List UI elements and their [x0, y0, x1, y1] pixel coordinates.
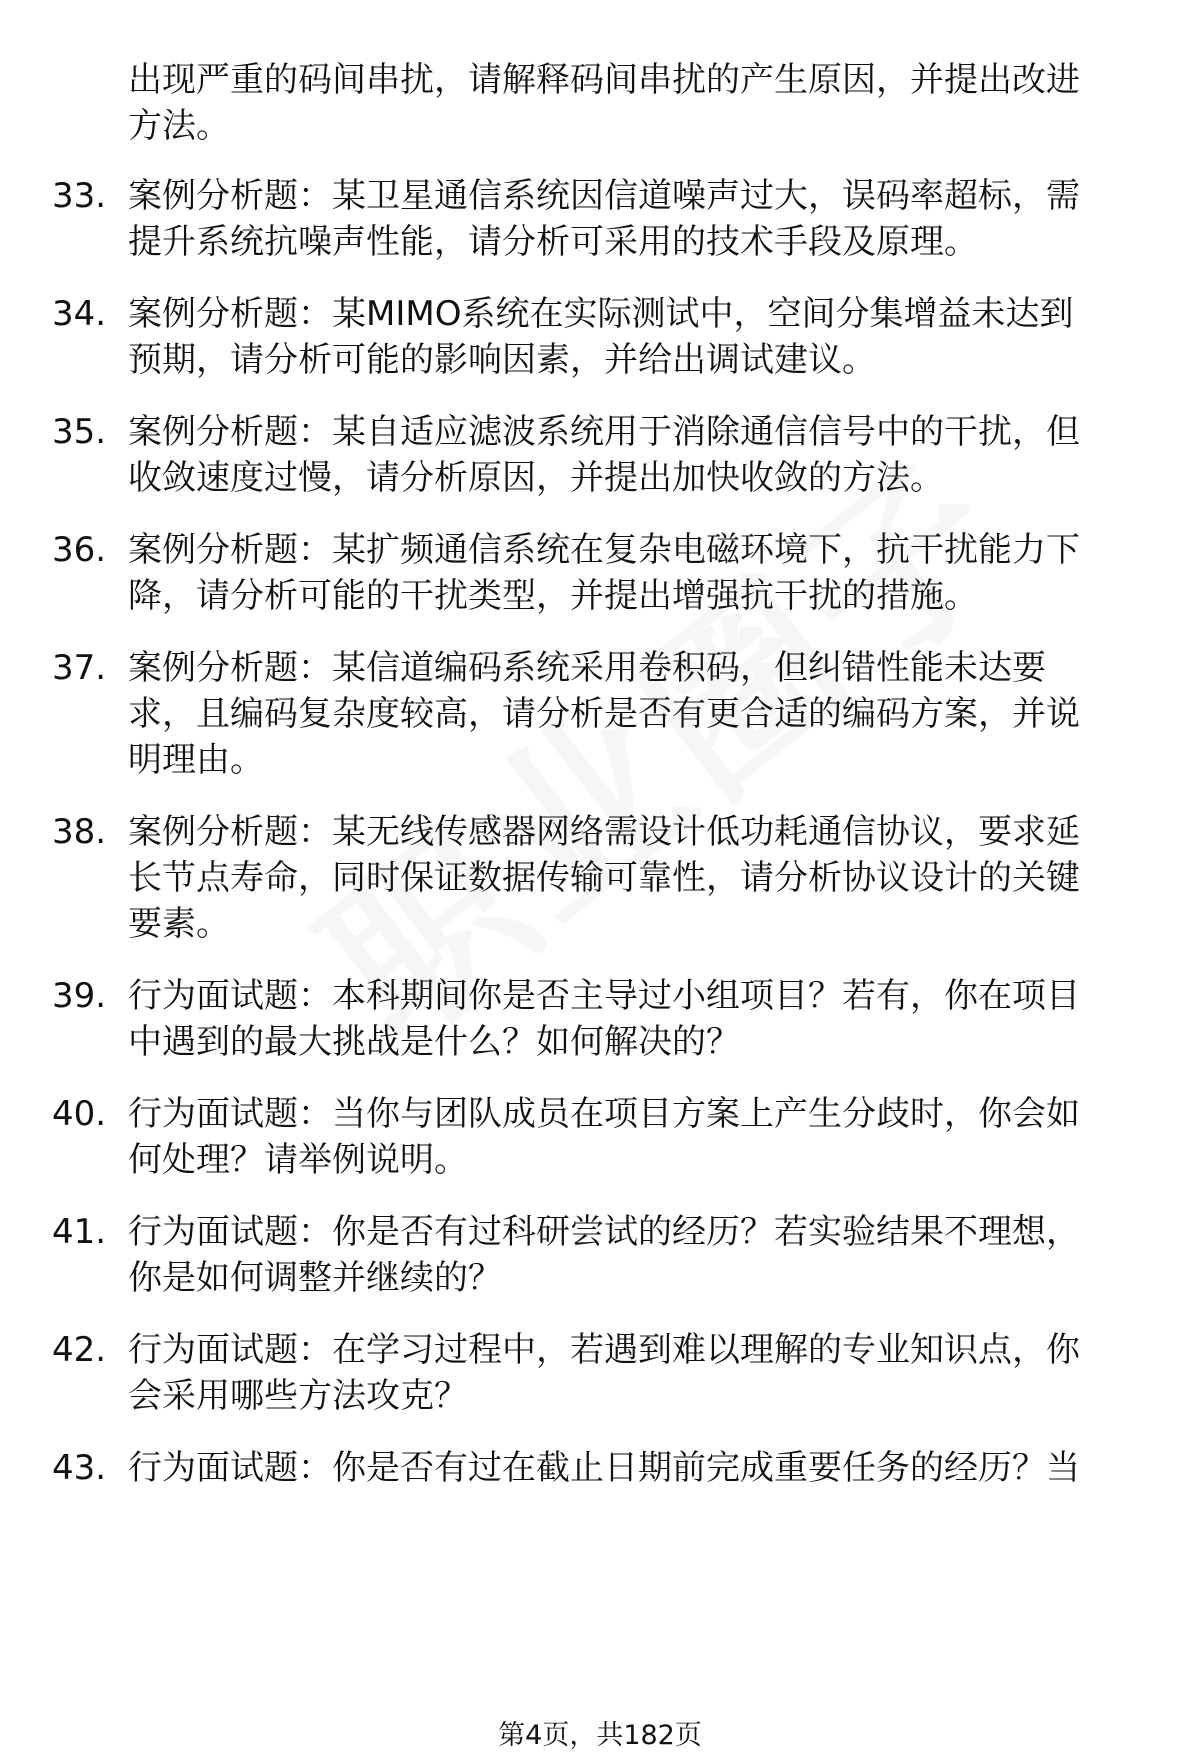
item-number: 35. — [52, 412, 107, 452]
item-line: 你是如何调整并继续的？ — [128, 1258, 502, 1298]
item-number: 38. — [52, 812, 107, 852]
item-line: 行为面试题：在学习过程中，若遇到难以理解的专业知识点，你 — [128, 1330, 1080, 1370]
item-number: 39. — [52, 976, 107, 1016]
item-line: 中遇到的最大挑战是什么？如何解决的？ — [128, 1022, 740, 1062]
item-number: 34. — [52, 294, 107, 334]
item-line: 案例分析题：某无线传感器网络需设计低功耗通信协议，要求延 — [128, 812, 1080, 852]
item-line: 案例分析题：某卫星通信系统因信道噪声过大，误码率超标，需 — [128, 176, 1080, 216]
item-number: 43. — [52, 1448, 107, 1488]
item-line: 提升系统抗噪声性能，请分析可采用的技术手段及原理。 — [128, 222, 978, 262]
item-line: 何处理？请举例说明。 — [128, 1140, 468, 1180]
item-line: 收敛速度过慢，请分析原因，并提出加快收敛的方法。 — [128, 458, 944, 498]
item-line: 明理由。 — [128, 740, 264, 780]
item-line: 案例分析题：某扩频通信系统在复杂电磁环境下，抗干扰能力下 — [128, 530, 1080, 570]
page-footer: 第4页，共182页 — [498, 1720, 702, 1751]
item-line: 求，且编码复杂度较高，请分析是否有更合适的编码方案，并说 — [128, 694, 1080, 734]
item-number: 36. — [52, 530, 107, 570]
item-number: 41. — [52, 1212, 107, 1252]
item-line: 会采用哪些方法攻克？ — [128, 1376, 468, 1416]
item-line: 降，请分析可能的干扰类型，并提出增强抗干扰的措施。 — [128, 576, 978, 616]
item-line: 预期，请分析可能的影响因素，并给出调试建议。 — [128, 340, 876, 380]
item-number: 37. — [52, 648, 107, 688]
item-line: 案例分析题：某自适应滤波系统用于消除通信信号中的干扰，但 — [128, 412, 1080, 452]
item-line: 长节点寿命，同时保证数据传输可靠性，请分析协议设计的关键 — [128, 858, 1080, 898]
continuation-line: 方法。 — [128, 106, 230, 146]
item-line: 行为面试题：当你与团队成员在项目方案上产生分歧时，你会如 — [128, 1094, 1080, 1134]
item-number: 33. — [52, 176, 107, 216]
item-line: 行为面试题：你是否有过科研尝试的经历？若实验结果不理想， — [128, 1212, 1080, 1252]
item-line: 案例分析题：某信道编码系统采用卷积码，但纠错性能未达要 — [128, 648, 1046, 688]
item-line: 行为面试题：你是否有过在截止日期前完成重要任务的经历？当 — [128, 1448, 1080, 1488]
item-number: 42. — [52, 1330, 107, 1370]
item-line: 案例分析题：某MIMO系统在实际测试中，空间分集增益未达到 — [128, 294, 1074, 334]
item-number: 40. — [52, 1094, 107, 1134]
item-line: 行为面试题：本科期间你是否主导过小组项目？若有，你在项目 — [128, 976, 1080, 1016]
continuation-line: 出现严重的码间串扰，请解释码间串扰的产生原因，并提出改进 — [128, 60, 1080, 100]
item-line: 要素。 — [128, 904, 230, 944]
